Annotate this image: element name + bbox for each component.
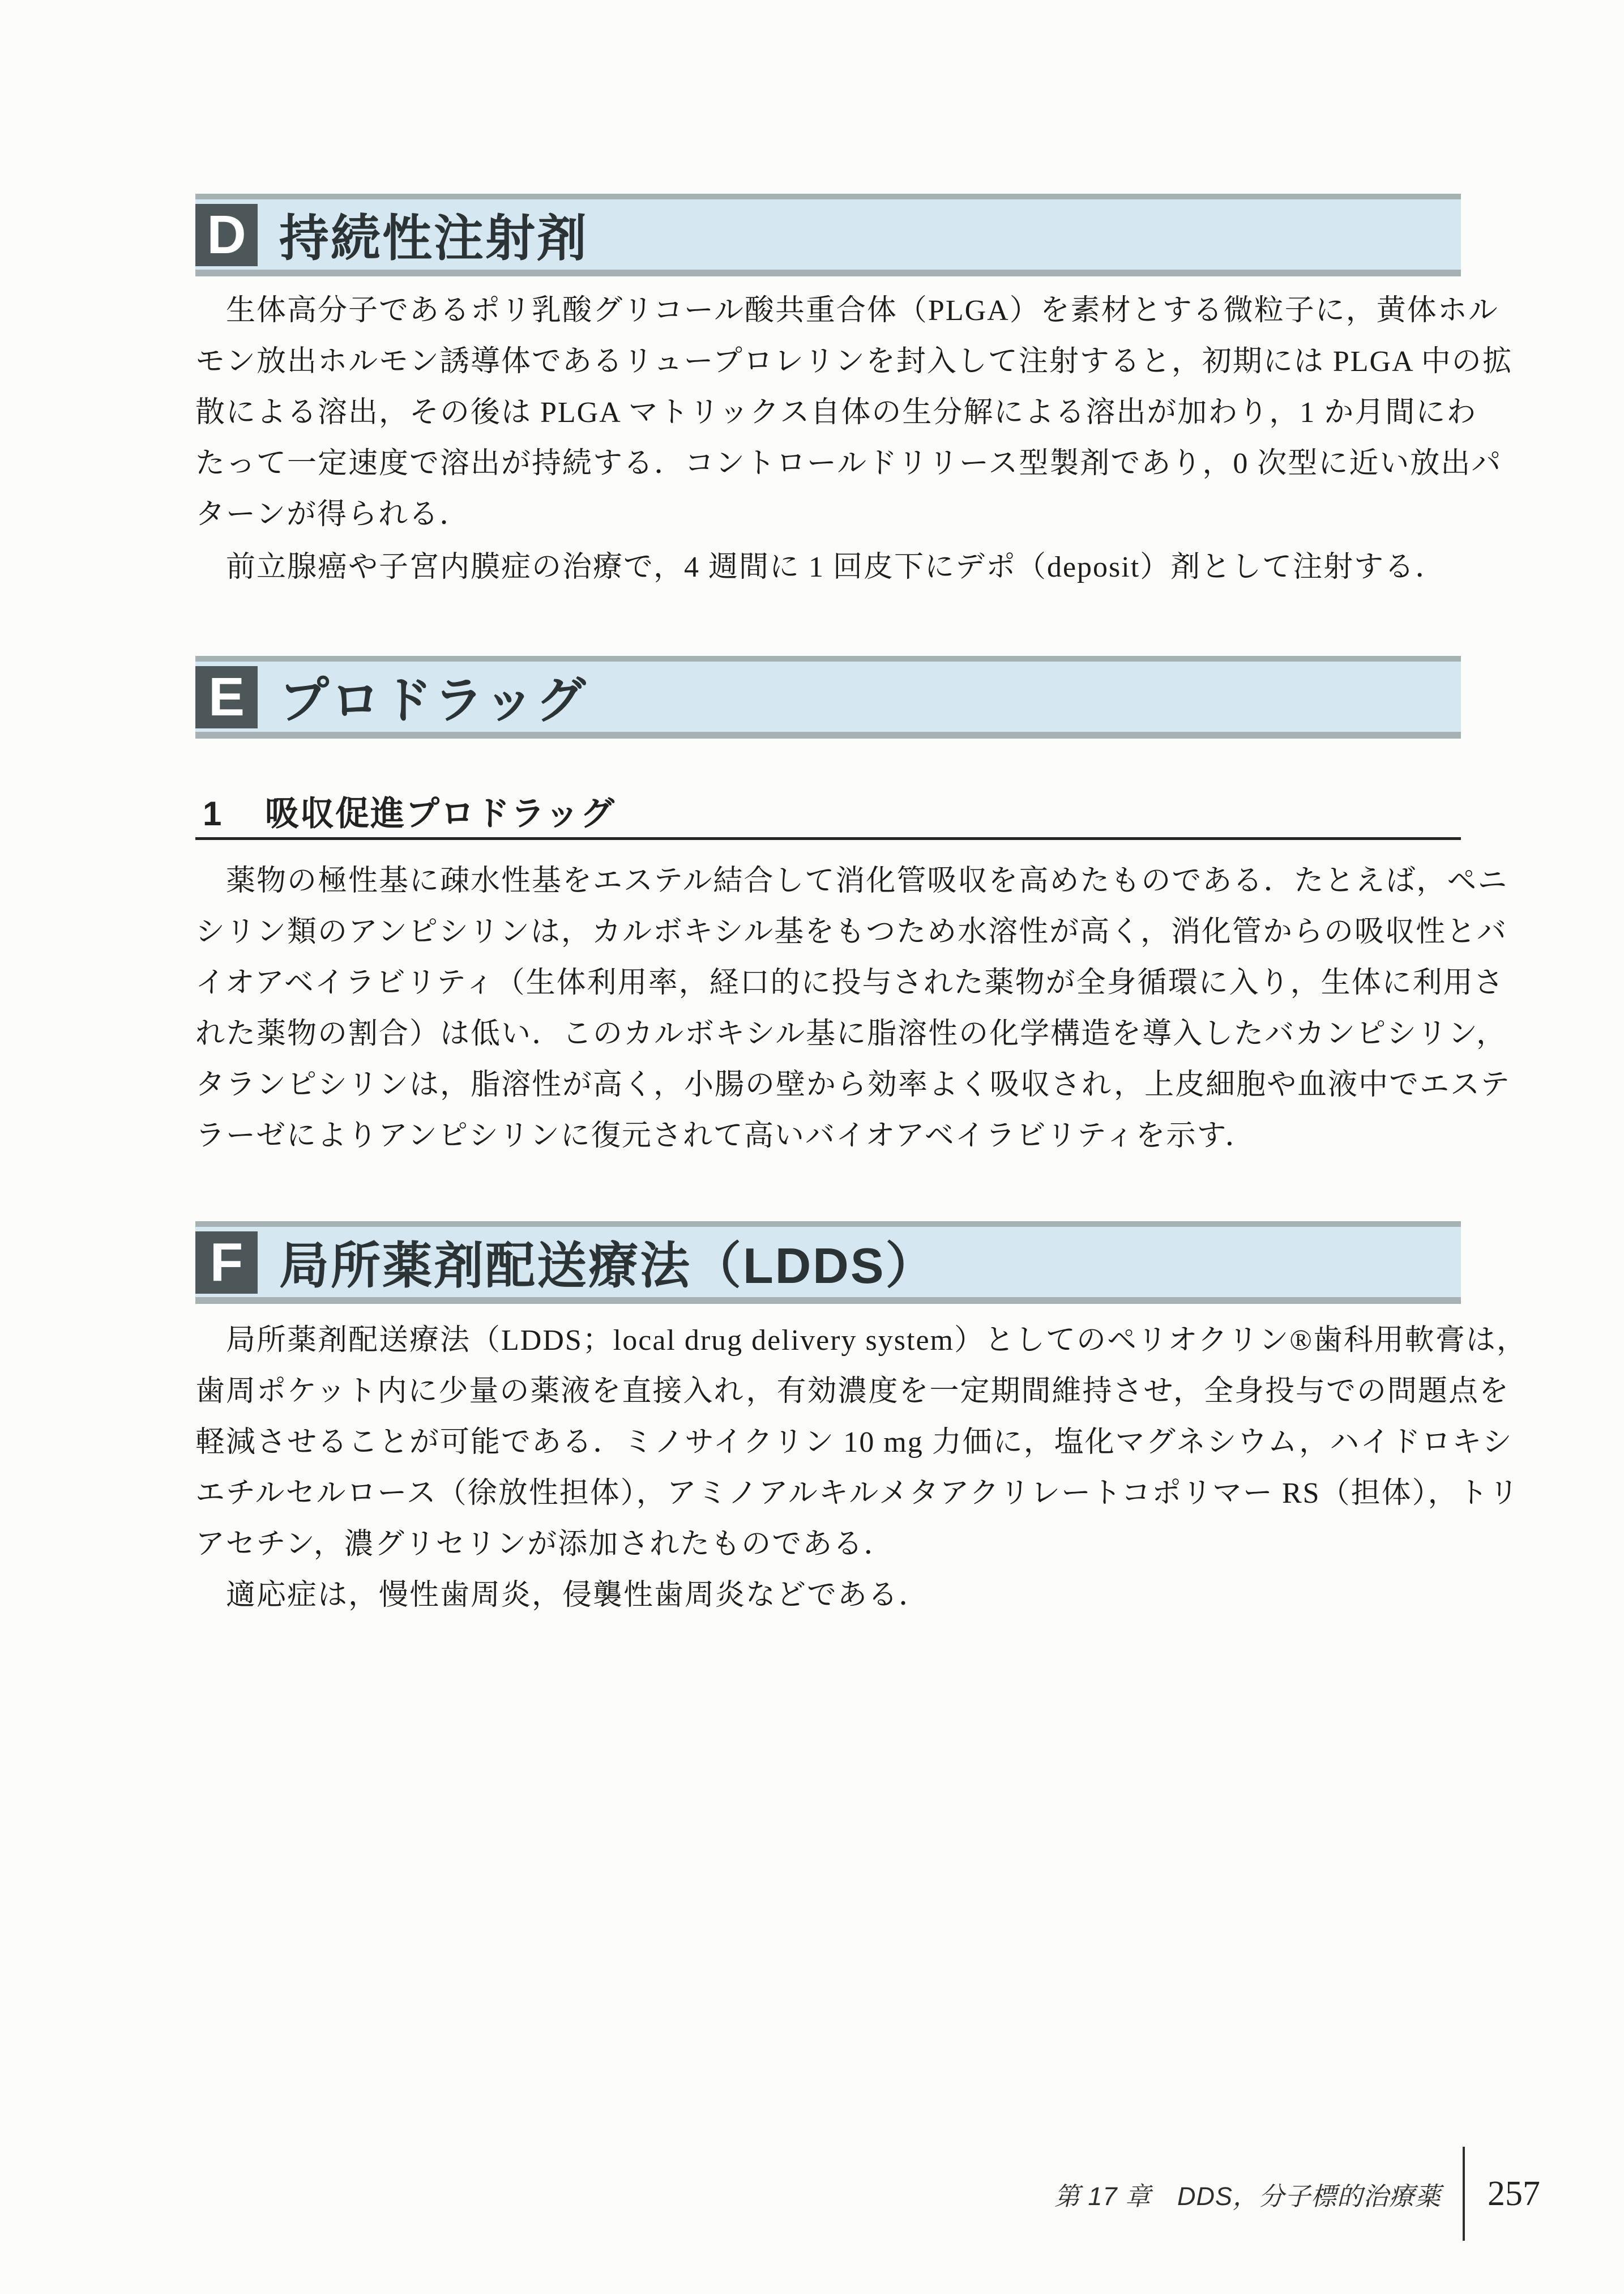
text-line: 生体高分子であるポリ乳酸グリコール酸共重合体（PLGA）を素材とする微粒子に，黄体ホル [226,295,1499,327]
subsection-number: 1 [203,795,222,833]
footer-chapter-label: 第 17 章 DDS，分子標的治療薬 [1054,2181,1441,2211]
section-letter: F [210,1232,243,1293]
section-letter-badge-d [195,204,258,266]
text-line: タランピシリンは，脂溶性が高く，小腸の壁から効率よく吸収され，上皮細胞や血液中でエステ [195,1069,1511,1101]
paragraph-d-1 [195,285,1513,540]
text-line: れた薬物の割合）は低い．このカルボキシル基に脂溶性の化学構造を導入したバカンピシリン， [195,1018,1507,1050]
section-letter: D [207,204,246,265]
header-band [195,662,1461,732]
text-line: 薬物の極性基に疎水性基をエステル結合して消化管吸収を高めたものである．たとえば，ペニ [226,865,1508,897]
section-header-e [195,656,1461,739]
paragraph-f-1 [195,1315,1527,1570]
section-letter-badge-e [195,666,258,728]
text-line: ターンが得られる． [195,498,470,531]
page-number: 257 [1488,2174,1540,2213]
text-line: 局所薬剤配送療法（LDDS；local drug delivery system）としてのペリオクリン®歯科用軟膏は， [226,1324,1527,1357]
text-line: 前立腺癌や子宮内膜症の治療で，4 週間に 1 回皮下にデポ（deposit）剤として注射する． [226,551,1446,583]
text-line: ラーゼによりアンピシリンに復元されて高いバイオアベイラビリティを示す． [195,1120,1256,1152]
paragraph-f-2 [195,1570,1461,1621]
text-line: 軽減させることが可能である．ミノサイクリン 10 mg 力価に，塩化マグネシウム，ハイドロキシ [195,1426,1513,1459]
text-line: 散による溶出，その後は PLGA マトリックス自体の生分解による溶出が加わり，1 か月間にわ [195,396,1477,429]
text-line: 歯周ポケット内に少量の薬液を直接入れ，有効濃度を一定期間維持させ，全身投与での問題点を [195,1375,1510,1408]
text-line: アセチン，濃グリセリンが添加されたものである． [195,1528,895,1560]
text-line: 適応症は，慢性歯周炎，侵襲性歯周炎などである． [226,1579,930,1611]
text-line: シリン類のアンピシリンは，カルボキシル基をもつため水溶性が高く，消化管からの吸収性とバ [195,916,1508,948]
header-bottom-border [195,732,1461,739]
section-title-d: 持続性注射剤 [279,210,589,266]
header-band [195,199,1461,270]
subsection-heading [195,794,1461,842]
paragraph-e-1 [195,856,1511,1162]
header-band [195,1227,1461,1297]
header-bottom-border [195,1297,1461,1304]
text-line: たって一定速度で溶出が持続する．コントロールドリリース型製剤であり，0 次型に近い放出パ [195,447,1502,480]
text-line: イオアベイラビリティ（生体利用率，経口的に投与された薬物が全身循環に入り，生体に利用さ [195,967,1505,999]
text-line: モン放出ホルモン誘導体であるリュープロレリンを封入して注射すると，初期には PLGA 中の拡 [195,346,1513,378]
subsection-rule [195,837,1461,840]
section-header-d [195,194,1461,276]
section-title-e: プロドラッグ [279,672,588,728]
section-letter-badge-f [195,1231,258,1294]
subsection-title: 吸収促進プロドラッグ [265,795,616,833]
section-letter: E [208,667,245,727]
section-header-f [195,1221,1461,1304]
page-footer [963,2147,1540,2241]
section-title-f: 局所薬剤配送療法（LDDS） [279,1238,937,1294]
paragraph-d-2 [195,542,1461,593]
header-bottom-border [195,270,1461,276]
text-line: エチルセルロース（徐放性担体），アミノアルキルメタアクリレートコポリマー RS（担体），トリ [195,1477,1520,1510]
